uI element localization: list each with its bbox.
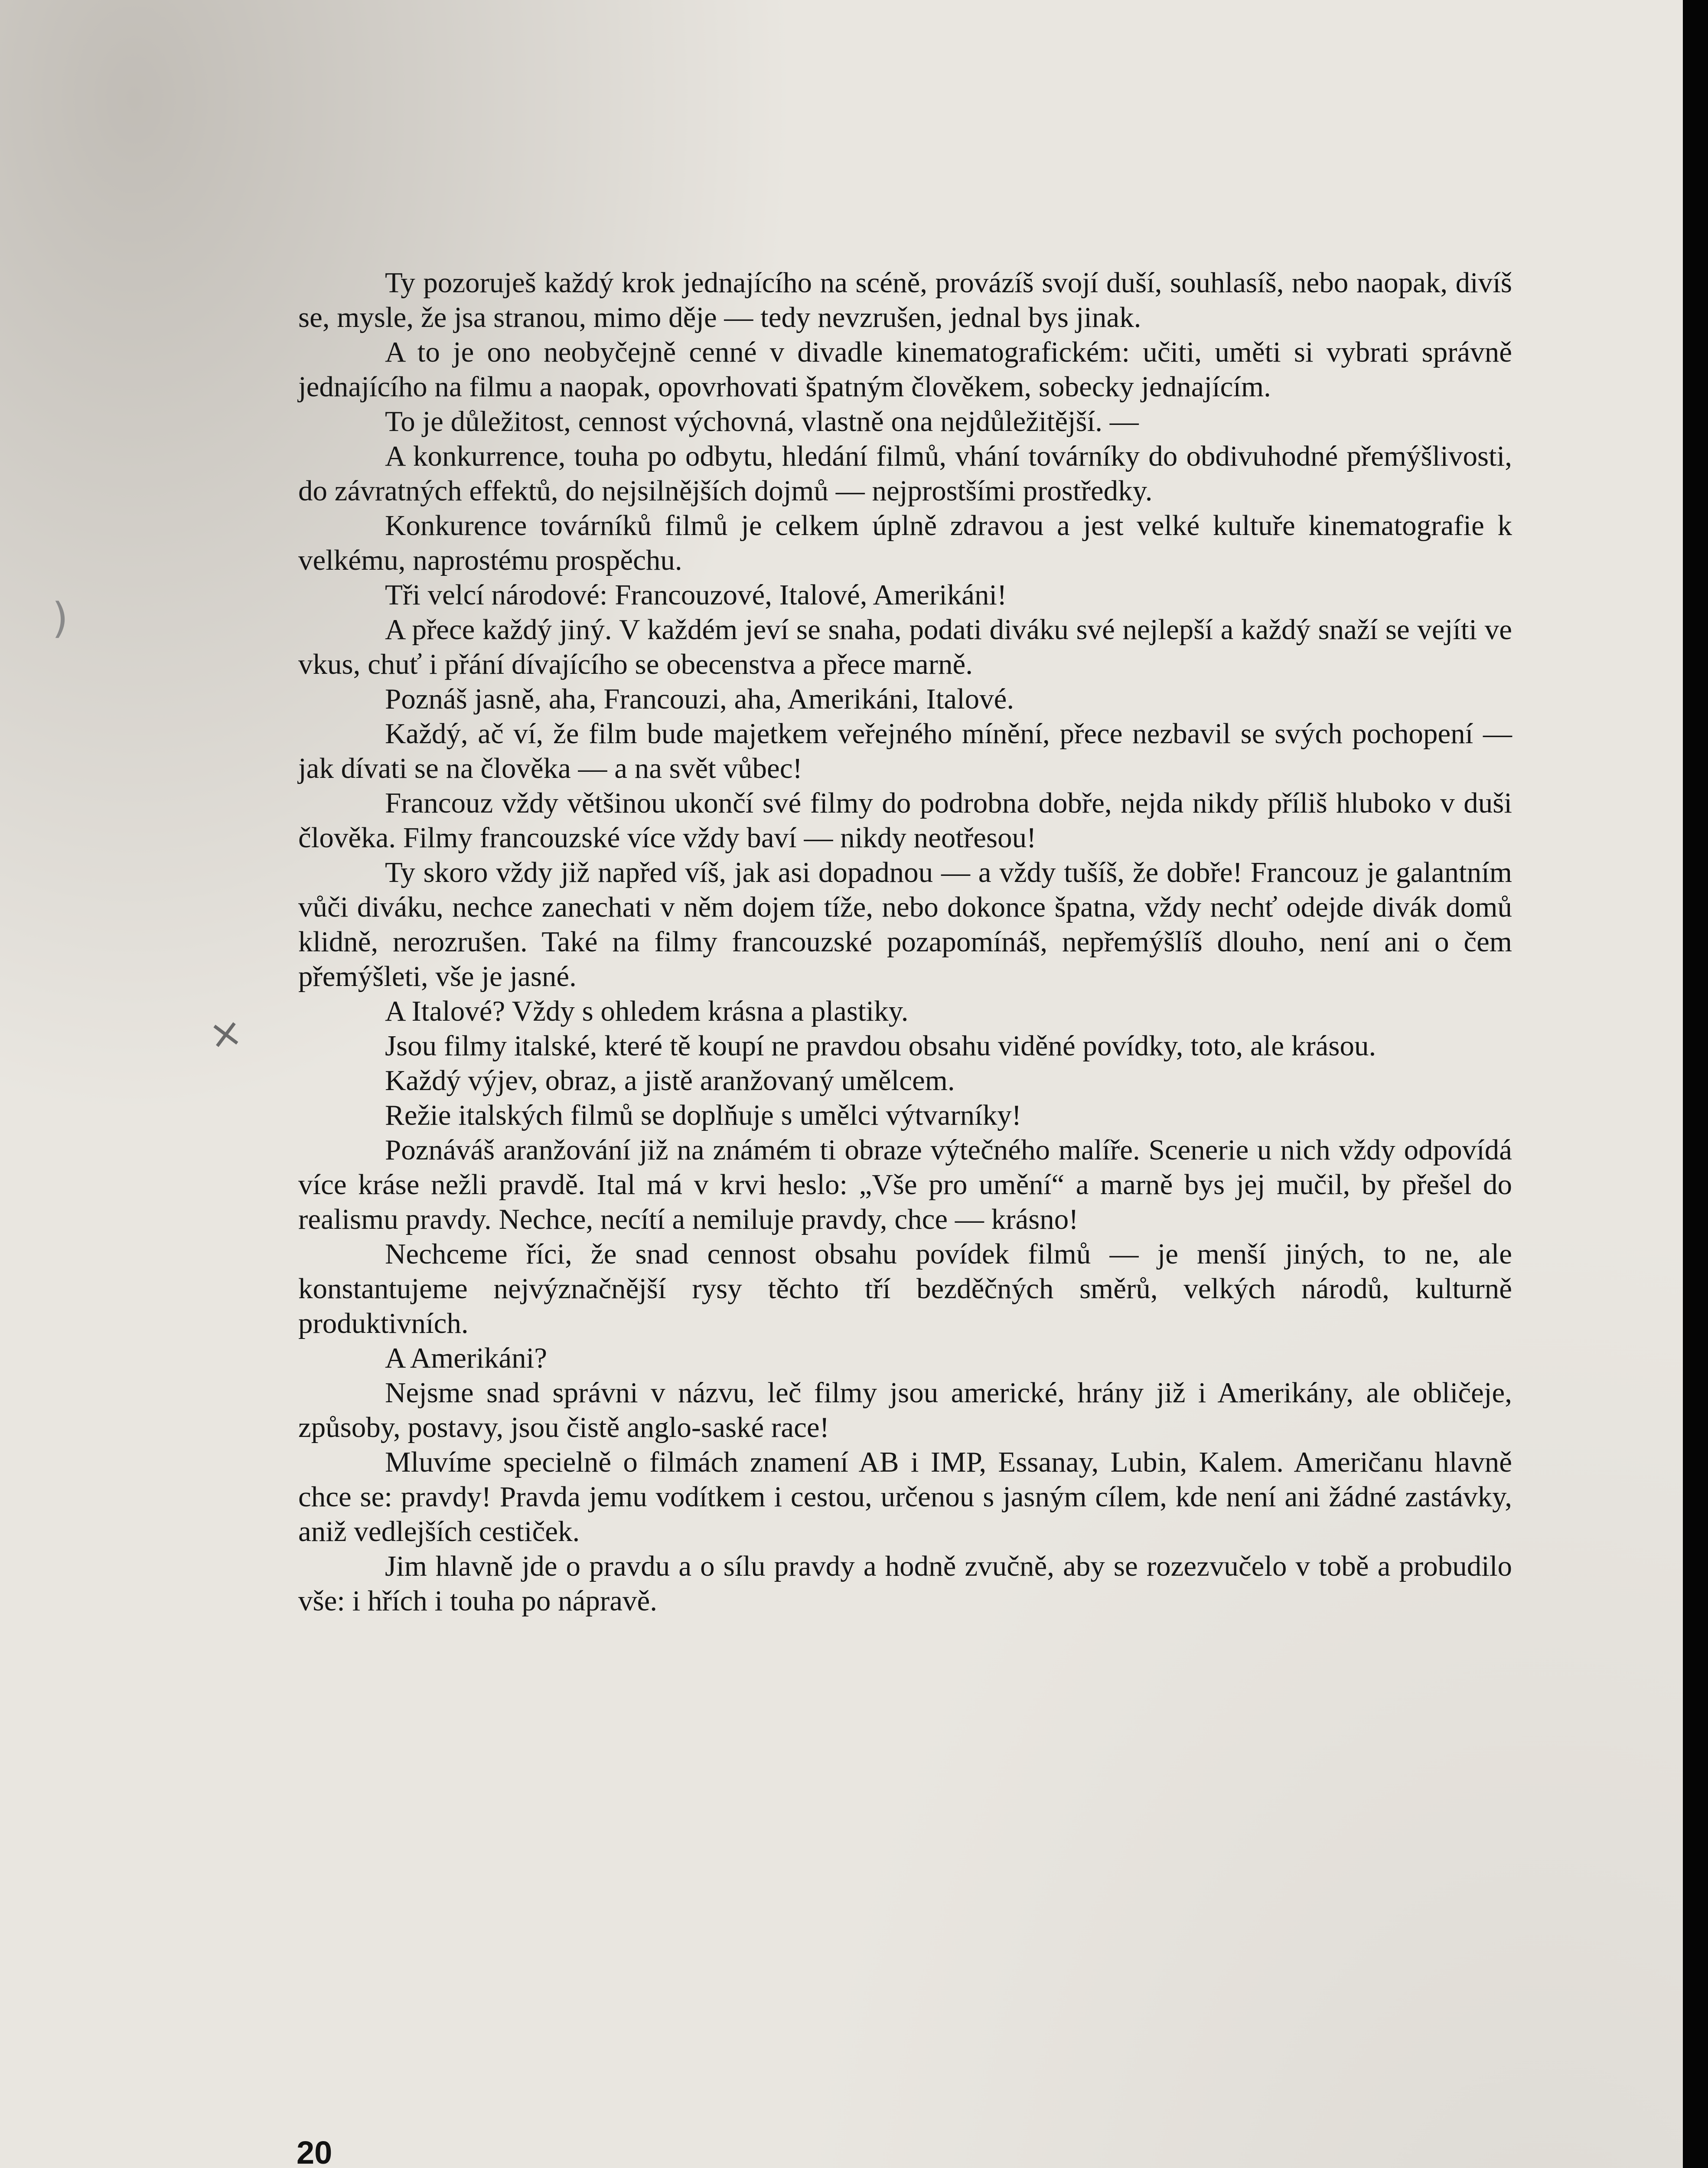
margin-cross-mark: × <box>205 1008 246 1059</box>
paragraph: A Amerikáni? <box>385 1342 547 1374</box>
paragraph: Nechceme říci, že snad cennost obsahu povídek filmů — je menší jiných, to ne, ale konstantujeme nejvýznačnější rysy těchto tří bezděčných směrů, velkých národů, kulturně produktivních. <box>298 1238 1512 1339</box>
paragraph: Ty skoro vždy již napřed víš, jak asi dopadnou — a vždy tušíš, že dobře! Francouz je galantním vůči diváku, nechce zanechati v něm dojem tíže, nebo dokonce špatna, vždy nechť odejde divák domů klidně, nerozrušen. Také na filmy francouzské pozapomínáš, nepřemýšlíš dlouho, není ani o čem přemýšleti, vše je jasné. <box>298 856 1512 993</box>
margin-pencil-mark: ) <box>52 594 68 643</box>
paragraph: A Italové? Vždy s ohledem krásna a plastiky. <box>385 995 909 1027</box>
paragraph: To je důležitost, cennost výchovná, vlastně ona nejdůležitější. — <box>385 405 1139 438</box>
paragraph: Režie italských filmů se doplňuje s umělci výtvarníky! <box>385 1099 1022 1131</box>
paragraph: A konkurrence, touha po odbytu, hledání filmů, vhání továrníky do obdivuhodné přemýšlivosti, do závratných effektů, do nejsilnějších dojmů — nejprostšími prostředky. <box>298 440 1512 507</box>
paragraph: Nejsme snad správni v názvu, leč filmy jsou americké, hrány již i Amerikány, ale obličeje, způsoby, postavy, jsou čistě anglo-saské race! <box>298 1377 1512 1443</box>
paragraph: Každý, ač ví, že film bude majetkem veřejného mínění, přece nezbavil se svých pochopení — jak dívati se na člověka — a na svět vůbec! <box>298 718 1512 784</box>
paragraph: Konkurence továrníků filmů je celkem úplně zdravou a jest velké kultuře kinematografie k velkému, naprostému prospěchu. <box>298 509 1512 576</box>
paragraph: Poznáváš aranžování již na známém ti obraze výtečného malíře. Scenerie u nich vždy odpovídá více kráse nežli pravdě. Ital má v krvi heslo: „Vše pro umění“ a marně bys jej mučil, by přešel do realismu pravdy. Nechce, necítí a nemiluje pravdy, chce — krásno! <box>298 1134 1512 1235</box>
paragraph: Tři velcí národové: Francouzové, Italové, Amerikáni! <box>385 579 1007 611</box>
paragraph: Každý výjev, obraz, a jistě aranžovaný umělcem. <box>385 1064 955 1097</box>
paragraph: A přece každý jiný. V každém jeví se snaha, podati diváku své nejlepší a každý snaží se vejíti ve vkus, chuť i přání dívajícího se obecenstva a přece marně. <box>298 614 1512 680</box>
paragraph: Poznáš jasně, aha, Francouzi, aha, Amerikáni, Italové. <box>385 683 1014 715</box>
scan-edge-border <box>1683 0 1708 2168</box>
paragraph: Jim hlavně jde o pravdu a o sílu pravdy a hodně zvučně, aby se rozezvučelo v tobě a probudilo vše: i hřích i touha po nápravě. <box>298 1550 1512 1617</box>
paragraph: Francouz vždy většinou ukončí své filmy do podrobna dobře, nejda nikdy příliš hluboko v duši člověka. Filmy francouzské více vždy baví — nikdy neotřesou! <box>298 787 1512 854</box>
paragraph: A to je ono neobyčejně cenné v divadle kinematografickém: učiti, uměti si vybrati správně jednajícího na filmu a naopak, opovrhovati špatným člověkem, sobecky jednajícím. <box>298 336 1512 403</box>
paragraph: Ty pozoruješ každý krok jednajícího na scéně, provázíš svojí duší, souhlasíš, nebo naopak, divíš se, mysle, že jsa stranou, mimo děje — tedy nevzrušen, jednal bys jinak. <box>298 267 1512 333</box>
paragraph: Mluvíme specielně o filmách znamení AB i IMP, Essanay, Lubin, Kalem. Američanu hlavně chce se: pravdy! Pravda jemu vodítkem i cestou, určenou s jasným cílem, kde není ani žádné zastávky, aniž vedlejších cestiček. <box>298 1446 1512 1548</box>
page-number: 20 <box>297 2135 332 2168</box>
body-text <box>298 265 1512 1618</box>
paragraph: Jsou filmy italské, které tě koupí ne pravdou obsahu viděné povídky, toto, ale krásou. <box>385 1030 1376 1062</box>
